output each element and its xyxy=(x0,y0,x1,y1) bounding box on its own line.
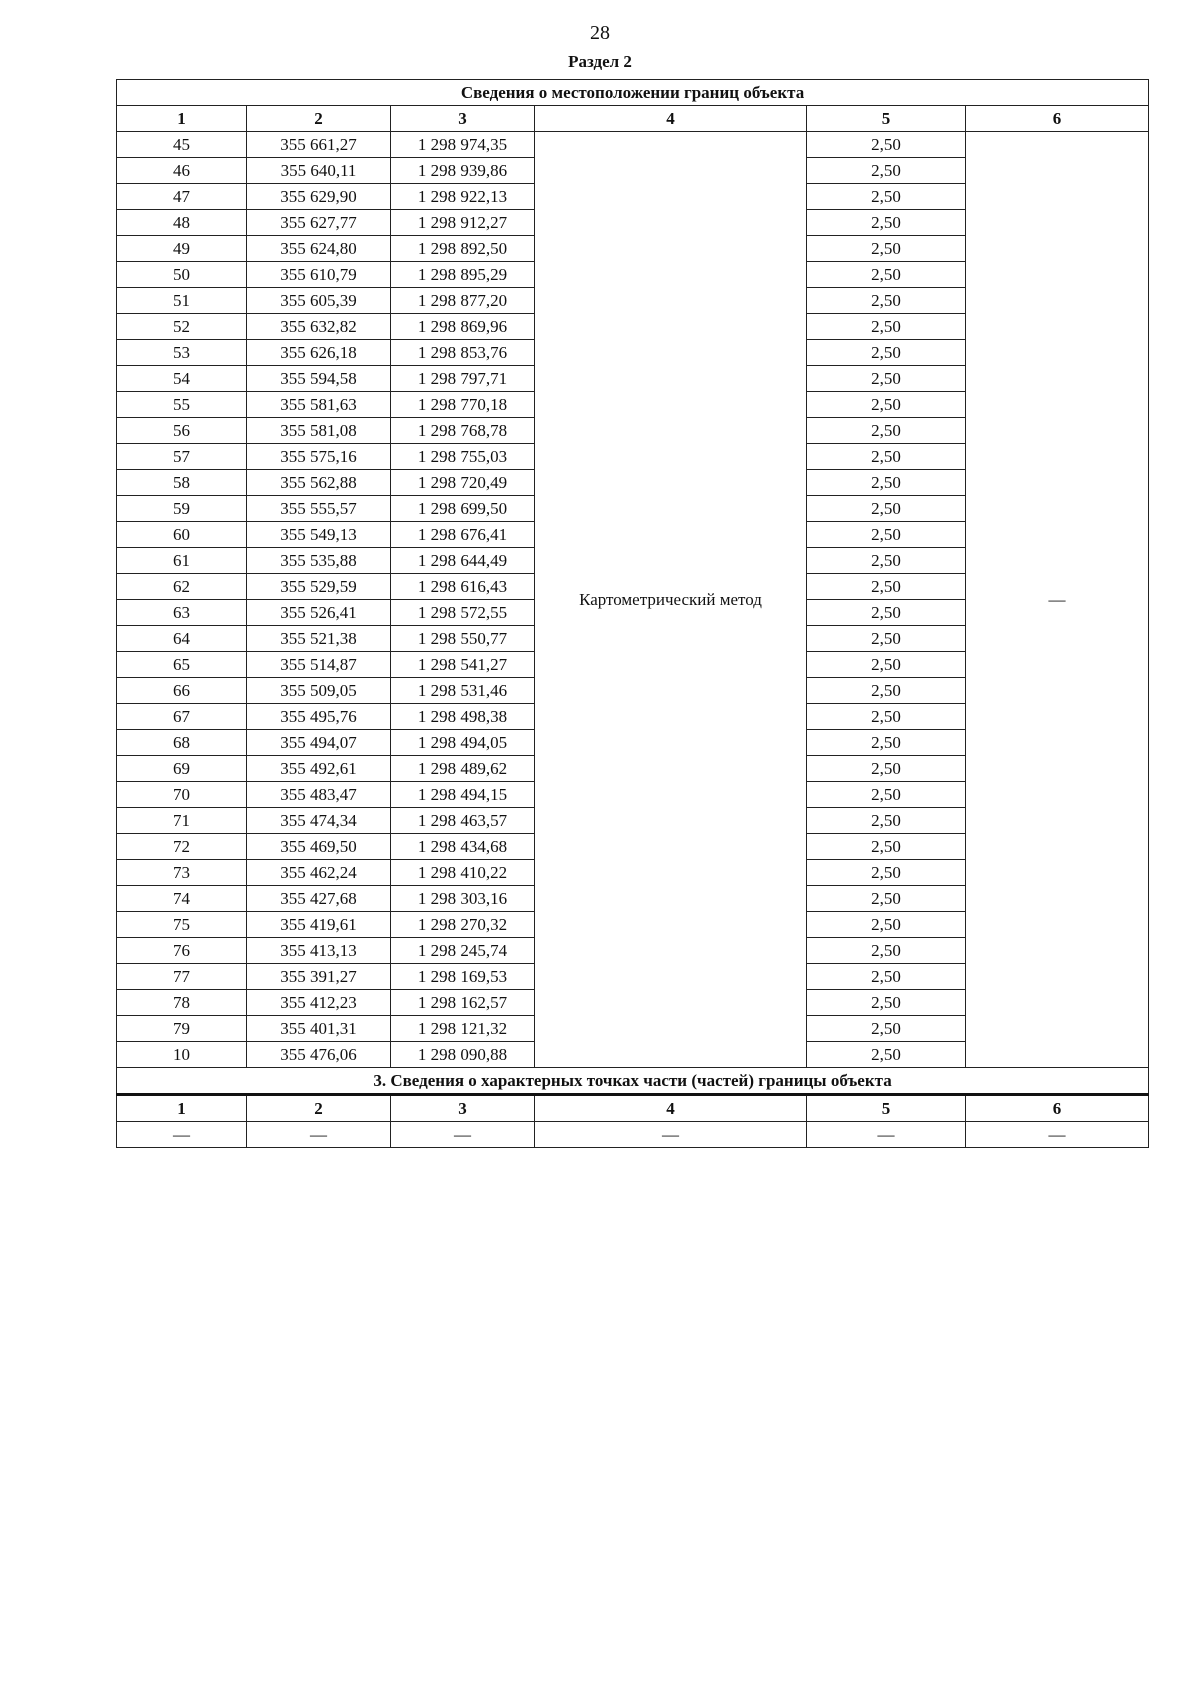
point-number-cell: 46 xyxy=(117,158,247,184)
accuracy-cell: 2,50 xyxy=(807,314,966,340)
column-header-row xyxy=(117,106,1149,132)
accuracy-cell: 2,50 xyxy=(807,288,966,314)
point-number-cell: 78 xyxy=(117,990,247,1016)
x-coordinate-cell: 355 391,27 xyxy=(247,964,391,990)
column-header: 2 xyxy=(247,1095,391,1122)
x-coordinate-cell: 355 581,63 xyxy=(247,392,391,418)
y-coordinate-cell: 1 298 434,68 xyxy=(391,834,535,860)
method-cell: Картометрический метод xyxy=(535,132,807,1068)
x-coordinate-cell: 355 483,47 xyxy=(247,782,391,808)
y-coordinate-cell: 1 298 699,50 xyxy=(391,496,535,522)
point-number-cell: 48 xyxy=(117,210,247,236)
x-coordinate-cell: 355 627,77 xyxy=(247,210,391,236)
x-coordinate-cell: 355 462,24 xyxy=(247,860,391,886)
point-number-cell: 52 xyxy=(117,314,247,340)
x-coordinate-cell: 355 419,61 xyxy=(247,912,391,938)
y-coordinate-cell: 1 298 572,55 xyxy=(391,600,535,626)
point-number-cell: 51 xyxy=(117,288,247,314)
x-coordinate-cell: 355 413,13 xyxy=(247,938,391,964)
y-coordinate-cell: 1 298 755,03 xyxy=(391,444,535,470)
x-coordinate-cell: 355 605,39 xyxy=(247,288,391,314)
x-coordinate-cell: 355 661,27 xyxy=(247,132,391,158)
y-coordinate-cell: 1 298 939,86 xyxy=(391,158,535,184)
accuracy-cell: 2,50 xyxy=(807,158,966,184)
x-coordinate-cell: 355 624,80 xyxy=(247,236,391,262)
accuracy-cell: 2,50 xyxy=(807,548,966,574)
table-cell: — xyxy=(535,1122,807,1148)
x-coordinate-cell: 355 412,23 xyxy=(247,990,391,1016)
section3-row xyxy=(117,1122,1149,1148)
accuracy-cell: 2,50 xyxy=(807,132,966,158)
accuracy-cell: 2,50 xyxy=(807,860,966,886)
point-number-cell: 71 xyxy=(117,808,247,834)
point-number-cell: 66 xyxy=(117,678,247,704)
column-header: 6 xyxy=(966,1095,1149,1122)
accuracy-cell: 2,50 xyxy=(807,886,966,912)
x-coordinate-cell: 355 555,57 xyxy=(247,496,391,522)
x-coordinate-cell: 355 476,06 xyxy=(247,1042,391,1068)
y-coordinate-cell: 1 298 494,05 xyxy=(391,730,535,756)
table-cell: — xyxy=(117,1122,247,1148)
x-coordinate-cell: 355 626,18 xyxy=(247,340,391,366)
accuracy-cell: 2,50 xyxy=(807,262,966,288)
x-coordinate-cell: 355 562,88 xyxy=(247,470,391,496)
y-coordinate-cell: 1 298 463,57 xyxy=(391,808,535,834)
x-coordinate-cell: 355 629,90 xyxy=(247,184,391,210)
section3-header-row xyxy=(117,1095,1149,1122)
point-number-cell: 69 xyxy=(117,756,247,782)
x-coordinate-cell: 355 581,08 xyxy=(247,418,391,444)
column-header: 1 xyxy=(117,106,247,132)
point-number-cell: 55 xyxy=(117,392,247,418)
x-coordinate-cell: 355 594,58 xyxy=(247,366,391,392)
y-coordinate-cell: 1 298 869,96 xyxy=(391,314,535,340)
y-coordinate-cell: 1 298 797,71 xyxy=(391,366,535,392)
accuracy-cell: 2,50 xyxy=(807,912,966,938)
point-number-cell: 63 xyxy=(117,600,247,626)
column-header: 5 xyxy=(807,106,966,132)
accuracy-cell: 2,50 xyxy=(807,418,966,444)
y-coordinate-cell: 1 298 270,32 xyxy=(391,912,535,938)
accuracy-cell: 2,50 xyxy=(807,990,966,1016)
y-coordinate-cell: 1 298 974,35 xyxy=(391,132,535,158)
point-number-cell: 68 xyxy=(117,730,247,756)
column-header: 3 xyxy=(391,1095,535,1122)
y-coordinate-cell: 1 298 770,18 xyxy=(391,392,535,418)
column-header: 2 xyxy=(247,106,391,132)
accuracy-cell: 2,50 xyxy=(807,210,966,236)
description-cell: — xyxy=(966,132,1149,1068)
y-coordinate-cell: 1 298 410,22 xyxy=(391,860,535,886)
y-coordinate-cell: 1 298 090,88 xyxy=(391,1042,535,1068)
y-coordinate-cell: 1 298 498,38 xyxy=(391,704,535,730)
point-number-cell: 59 xyxy=(117,496,247,522)
point-number-cell: 54 xyxy=(117,366,247,392)
y-coordinate-cell: 1 298 162,57 xyxy=(391,990,535,1016)
x-coordinate-cell: 355 427,68 xyxy=(247,886,391,912)
accuracy-cell: 2,50 xyxy=(807,730,966,756)
x-coordinate-cell: 355 549,13 xyxy=(247,522,391,548)
point-number-cell: 50 xyxy=(117,262,247,288)
column-header: 6 xyxy=(966,106,1149,132)
column-header: 5 xyxy=(807,1095,966,1122)
table-cell: — xyxy=(391,1122,535,1148)
accuracy-cell: 2,50 xyxy=(807,652,966,678)
accuracy-cell: 2,50 xyxy=(807,366,966,392)
point-number-cell: 67 xyxy=(117,704,247,730)
column-header: 1 xyxy=(117,1095,247,1122)
point-number-cell: 74 xyxy=(117,886,247,912)
accuracy-cell: 2,50 xyxy=(807,1016,966,1042)
point-number-cell: 62 xyxy=(117,574,247,600)
x-coordinate-cell: 355 526,41 xyxy=(247,600,391,626)
page-number: 28 xyxy=(590,22,610,44)
accuracy-cell: 2,50 xyxy=(807,782,966,808)
section-title: Раздел 2 xyxy=(568,52,632,71)
point-number-cell: 53 xyxy=(117,340,247,366)
y-coordinate-cell: 1 298 922,13 xyxy=(391,184,535,210)
accuracy-cell: 2,50 xyxy=(807,236,966,262)
table-title: Сведения о местоположении границ объекта xyxy=(117,80,1149,106)
point-number-cell: 70 xyxy=(117,782,247,808)
column-header: 4 xyxy=(535,1095,807,1122)
table-cell: — xyxy=(966,1122,1149,1148)
accuracy-cell: 2,50 xyxy=(807,470,966,496)
y-coordinate-cell: 1 298 494,15 xyxy=(391,782,535,808)
x-coordinate-cell: 355 514,87 xyxy=(247,652,391,678)
accuracy-cell: 2,50 xyxy=(807,184,966,210)
column-header: 4 xyxy=(535,106,807,132)
x-coordinate-cell: 355 535,88 xyxy=(247,548,391,574)
x-coordinate-cell: 355 529,59 xyxy=(247,574,391,600)
y-coordinate-cell: 1 298 720,49 xyxy=(391,470,535,496)
point-number-cell: 58 xyxy=(117,470,247,496)
y-coordinate-cell: 1 298 912,27 xyxy=(391,210,535,236)
x-coordinate-cell: 355 632,82 xyxy=(247,314,391,340)
x-coordinate-cell: 355 494,07 xyxy=(247,730,391,756)
boundary-table xyxy=(116,79,1149,1148)
x-coordinate-cell: 355 474,34 xyxy=(247,808,391,834)
y-coordinate-cell: 1 298 121,32 xyxy=(391,1016,535,1042)
y-coordinate-cell: 1 298 644,49 xyxy=(391,548,535,574)
accuracy-cell: 2,50 xyxy=(807,808,966,834)
x-coordinate-cell: 355 640,11 xyxy=(247,158,391,184)
point-number-cell: 79 xyxy=(117,1016,247,1042)
x-coordinate-cell: 355 401,31 xyxy=(247,1016,391,1042)
table-cell: — xyxy=(807,1122,966,1148)
column-header: 3 xyxy=(391,106,535,132)
accuracy-cell: 2,50 xyxy=(807,1042,966,1068)
x-coordinate-cell: 355 495,76 xyxy=(247,704,391,730)
point-number-cell: 60 xyxy=(117,522,247,548)
accuracy-cell: 2,50 xyxy=(807,964,966,990)
accuracy-cell: 2,50 xyxy=(807,834,966,860)
y-coordinate-cell: 1 298 616,43 xyxy=(391,574,535,600)
point-number-cell: 56 xyxy=(117,418,247,444)
point-number-cell: 75 xyxy=(117,912,247,938)
point-number-cell: 72 xyxy=(117,834,247,860)
y-coordinate-cell: 1 298 768,78 xyxy=(391,418,535,444)
y-coordinate-cell: 1 298 169,53 xyxy=(391,964,535,990)
accuracy-cell: 2,50 xyxy=(807,626,966,652)
table-row xyxy=(117,132,1149,158)
accuracy-cell: 2,50 xyxy=(807,574,966,600)
accuracy-cell: 2,50 xyxy=(807,444,966,470)
y-coordinate-cell: 1 298 877,20 xyxy=(391,288,535,314)
accuracy-cell: 2,50 xyxy=(807,496,966,522)
y-coordinate-cell: 1 298 550,77 xyxy=(391,626,535,652)
accuracy-cell: 2,50 xyxy=(807,756,966,782)
x-coordinate-cell: 355 509,05 xyxy=(247,678,391,704)
accuracy-cell: 2,50 xyxy=(807,340,966,366)
accuracy-cell: 2,50 xyxy=(807,392,966,418)
section3-title-row xyxy=(117,1068,1149,1095)
point-number-cell: 57 xyxy=(117,444,247,470)
table-cell: — xyxy=(247,1122,391,1148)
accuracy-cell: 2,50 xyxy=(807,704,966,730)
accuracy-cell: 2,50 xyxy=(807,522,966,548)
point-number-cell: 47 xyxy=(117,184,247,210)
x-coordinate-cell: 355 469,50 xyxy=(247,834,391,860)
y-coordinate-cell: 1 298 303,16 xyxy=(391,886,535,912)
y-coordinate-cell: 1 298 892,50 xyxy=(391,236,535,262)
point-number-cell: 65 xyxy=(117,652,247,678)
y-coordinate-cell: 1 298 853,76 xyxy=(391,340,535,366)
accuracy-cell: 2,50 xyxy=(807,600,966,626)
y-coordinate-cell: 1 298 895,29 xyxy=(391,262,535,288)
point-number-cell: 73 xyxy=(117,860,247,886)
x-coordinate-cell: 355 492,61 xyxy=(247,756,391,782)
accuracy-cell: 2,50 xyxy=(807,678,966,704)
y-coordinate-cell: 1 298 531,46 xyxy=(391,678,535,704)
section3-title: 3. Сведения о характерных точках части (частей) границы объекта xyxy=(117,1068,1149,1095)
x-coordinate-cell: 355 521,38 xyxy=(247,626,391,652)
table-title-row xyxy=(117,80,1149,106)
y-coordinate-cell: 1 298 245,74 xyxy=(391,938,535,964)
point-number-cell: 10 xyxy=(117,1042,247,1068)
x-coordinate-cell: 355 610,79 xyxy=(247,262,391,288)
y-coordinate-cell: 1 298 489,62 xyxy=(391,756,535,782)
point-number-cell: 76 xyxy=(117,938,247,964)
point-number-cell: 77 xyxy=(117,964,247,990)
point-number-cell: 61 xyxy=(117,548,247,574)
point-number-cell: 45 xyxy=(117,132,247,158)
accuracy-cell: 2,50 xyxy=(807,938,966,964)
x-coordinate-cell: 355 575,16 xyxy=(247,444,391,470)
y-coordinate-cell: 1 298 676,41 xyxy=(391,522,535,548)
point-number-cell: 49 xyxy=(117,236,247,262)
point-number-cell: 64 xyxy=(117,626,247,652)
y-coordinate-cell: 1 298 541,27 xyxy=(391,652,535,678)
